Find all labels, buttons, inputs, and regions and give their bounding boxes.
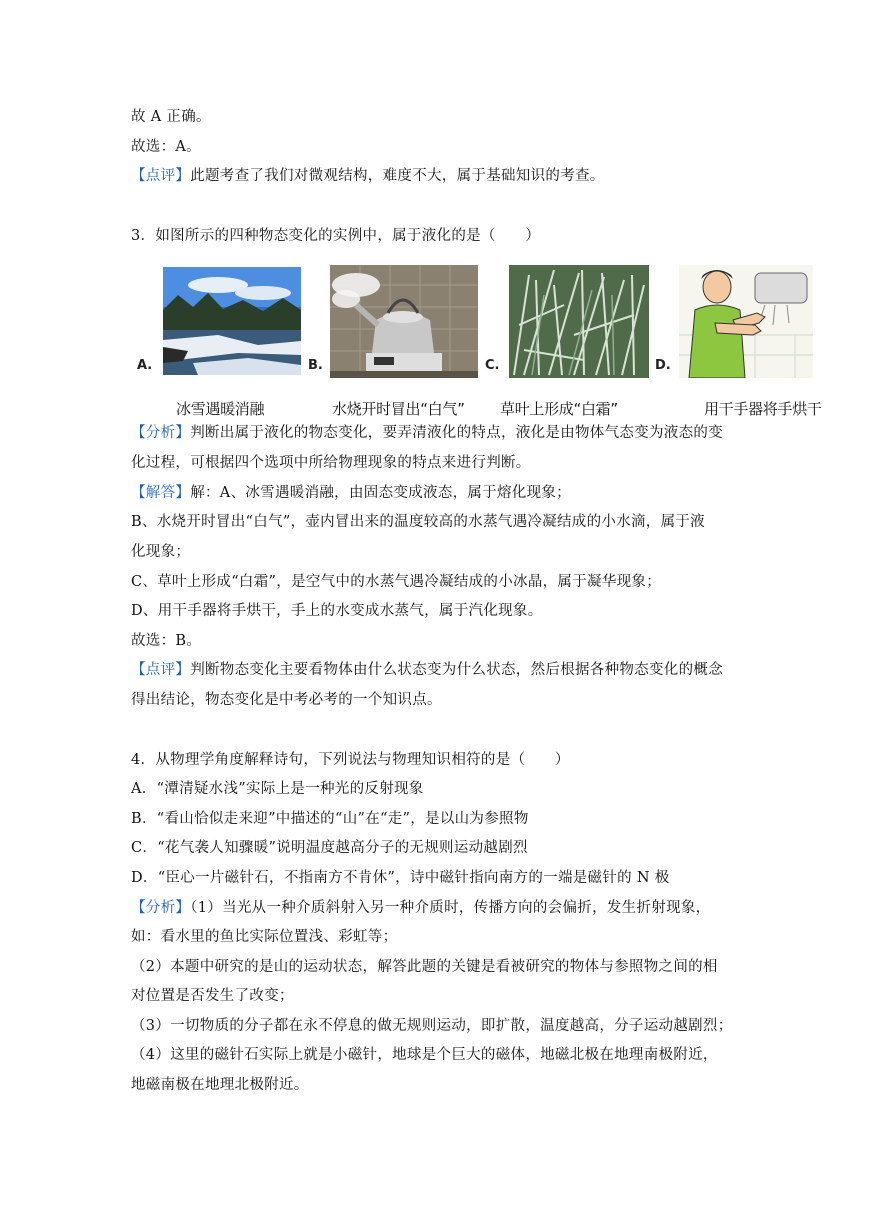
text-line: B、水烧开时冒出“白气”，壶内冒出来的温度较高的水蒸气遇冷凝结成的小水滴，属于液	[131, 514, 705, 530]
comment-tag: 【点评】	[131, 168, 191, 184]
comment-text: 此题考查了我们对微观结构，难度不大，属于基础知识的考查。	[190, 168, 605, 184]
text-line: 对位置是否发生了改变；	[131, 988, 294, 1004]
analysis-line	[131, 898, 710, 918]
figure-a-snow-melting-image	[138, 265, 301, 378]
figure-c-frost-grass-image	[484, 265, 649, 378]
figure-c-letter: C.	[485, 358, 500, 373]
figure-b-kettle-steam-image	[308, 265, 478, 378]
question-3: 3．如图所示的四种物态变化的实例中，属于液化的是（ ）	[131, 228, 541, 244]
comment-line	[131, 660, 723, 680]
comment-tag: 【点评】	[131, 662, 191, 678]
analysis-text: 判断出属于液化的物态变化，要弄清液化的特点，液化是由物体气态变为液态的变	[190, 425, 723, 441]
figure-c-caption: 草叶上形成“白霜”	[500, 400, 618, 418]
text-line: D、用干手器将手烘干，手上的水变成水蒸气，属于汽化现象。	[131, 603, 543, 619]
text-line: 故选：A。	[131, 139, 201, 155]
question-4: 4．从物理学角度解释诗句，下列说法与物理知识相符的是（ ）	[131, 752, 570, 768]
solution-tag: 【解答】	[131, 485, 191, 501]
analysis-tag: 【分析】	[131, 900, 191, 916]
comment-text: 判断物态变化主要看物体由什么状态变为什么状态，然后根据各种物态变化的概念	[190, 662, 723, 678]
figure-a-caption: 冰雪遇暖消融	[176, 400, 265, 418]
text-line: 如：看水里的鱼比实际位置浅、彩虹等；	[131, 929, 398, 945]
figure-b-letter: B.	[308, 358, 323, 373]
text-line: 地磁南极在地理北极附近。	[131, 1077, 309, 1093]
text-line: 化过程，可根据四个选项中所给物理现象的特点来进行判断。	[131, 455, 531, 471]
text-line: 得出结论，物态变化是中考必考的一个知识点。	[131, 692, 442, 708]
figure-d-caption: 用干手器将手烘干	[704, 400, 822, 418]
text-line: （2）本题中研究的是山的运动状态，解答此题的关键是看被研究的物体与参照物之间的相	[131, 959, 718, 975]
text-line: 化现象；	[131, 544, 191, 560]
solution-text: 解：A、冰雪遇暖消融，由固态变成液态，属于熔化现象；	[190, 485, 571, 501]
option-a: A．“潭清疑水浅”实际上是一种光的反射现象	[131, 781, 424, 797]
solution-line	[131, 483, 571, 503]
comment-line	[131, 166, 605, 186]
text-line: C、草叶上形成“白霜”，是空气中的水蒸气遇冷凝结成的小冰晶，属于凝华现象；	[131, 574, 662, 590]
text-line: （3）一切物质的分子都在永不停息的做无规则运动，即扩散，温度越高，分子运动越剧烈；	[131, 1018, 733, 1034]
figure-b-caption: 水烧开时冒出“白气”	[332, 400, 465, 418]
figure-a-letter: A.	[137, 358, 153, 373]
option-c: C．“花气袭人知骤暖”说明温度越高分子的无规则运动越剧烈	[131, 840, 528, 856]
text-line: （4）这里的磁针石实际上就是小磁针，地球是个巨大的磁体，地磁北极在地理南极附近，	[131, 1047, 718, 1063]
text-line: 故 A 正确。	[131, 109, 211, 125]
analysis-line	[131, 423, 723, 443]
analysis-tag: 【分析】	[131, 425, 191, 441]
analysis-text: （1）当光从一种介质斜射入另一种介质时，传播方向的会偏折，发生折射现象，	[190, 900, 711, 916]
text-line: 故选：B。	[131, 633, 202, 649]
figure-d-hand-dryer-image	[655, 265, 813, 378]
option-d: D．“臣心一片磁针石，不指南方不肯休”，诗中磁针指向南方的一端是磁针的 N 极	[131, 870, 670, 886]
option-b: B．“看山恰似走来迎”中描述的“山”在“走”，是以山为参照物	[131, 811, 529, 827]
figure-d-letter: D.	[655, 358, 671, 373]
